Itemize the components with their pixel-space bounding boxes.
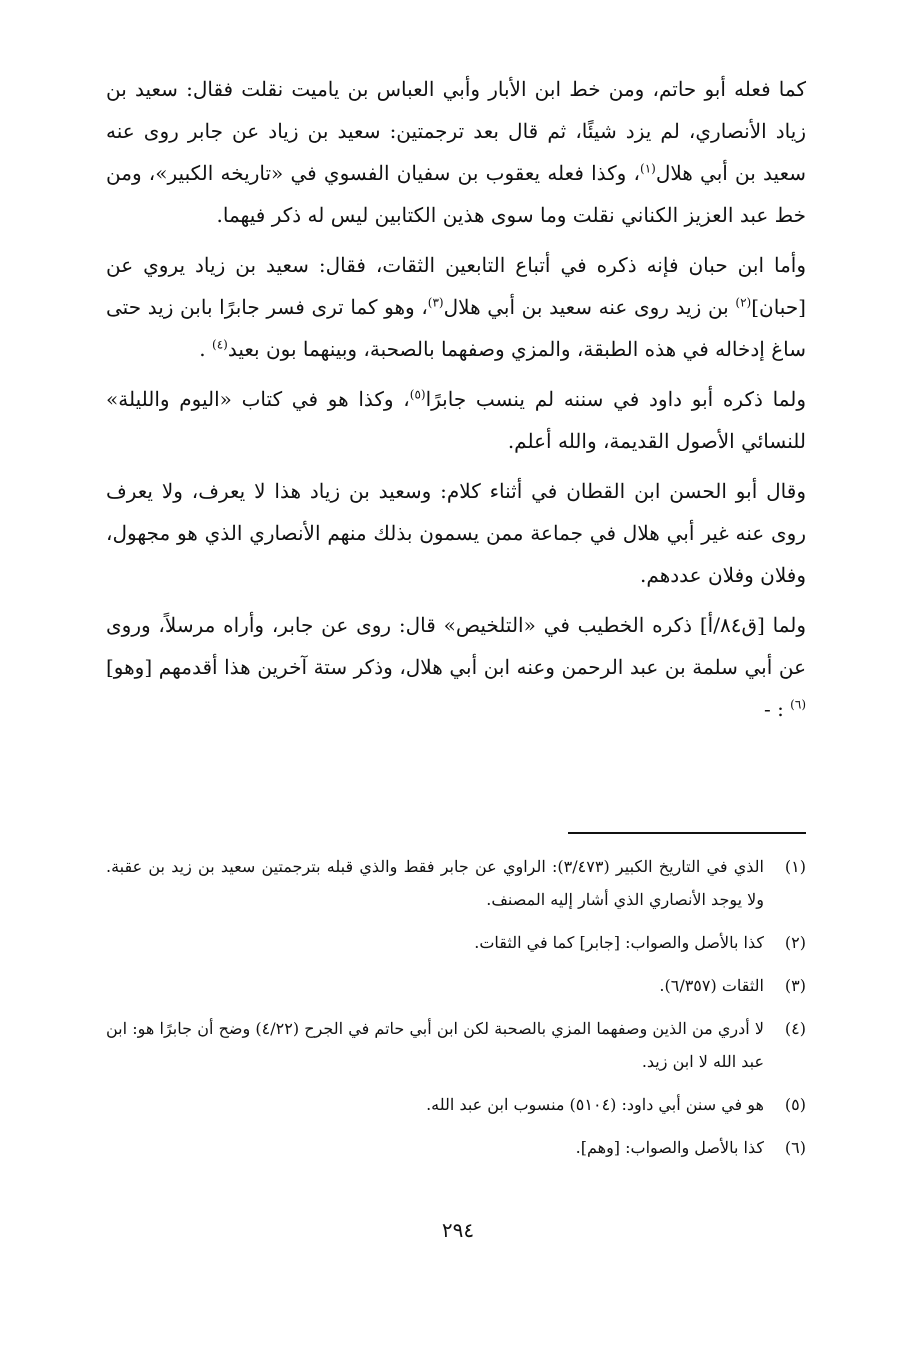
footnote-2 (106, 926, 806, 959)
footnote-ref-2: (٢) (735, 295, 752, 310)
paragraph-text: : - (763, 697, 791, 721)
paragraph-5 (106, 604, 806, 730)
paragraph-text: ، وكذا فعله يعقوب بن سفيان الفسوي في «تاريخه الكبير»، ومن خط عبد العزيز الكناني نقلت وما سوى هذين الكتابين ليس له ذكر فيهما. (106, 161, 806, 227)
footnote-4 (106, 1012, 806, 1078)
footnote-6 (106, 1131, 806, 1164)
paragraph-3 (106, 378, 806, 462)
footnote-text: كذا بالأصل والصواب: [جابر] كما في الثقات. (474, 933, 764, 952)
footnote-number: (٣) (784, 976, 806, 995)
footnote-1 (106, 850, 806, 916)
paragraph-4 (106, 470, 806, 596)
paragraph-text: كما فعله أبو حاتم، ومن خط ابن الأبار وأبي العباس بن ياميت نقلت فقال: سعيد بن زياد الأنصاري، لم يزد شيئًا، ثم قال بعد ترجمتين: سعيد بن زياد عن جابر روى عنه سعيد بن أبي هلال (106, 77, 806, 185)
footnote-ref-1: (١) (640, 161, 656, 176)
footnotes (106, 850, 806, 1174)
paragraph-text: ، وكذا هو في كتاب «اليوم والليلة» للنسائي الأصول القديمة، والله أعلم. (106, 387, 806, 453)
footnote-separator (568, 832, 806, 834)
page-number: ٢٩٤ (441, 1218, 475, 1242)
footnote-text: لا أدري من الذين وصفهما المزي بالصحبة لكن ابن أبي حاتم في الجرح (٤/٢٢) وضح أن جابرًا هو: ابن عبد الله لا ابن زيد. (106, 1019, 765, 1071)
footnote-ref-5: (٥) (409, 387, 426, 402)
paragraph-text: ولما [ق٨٤/أ] ذكره الخطيب في «التلخيص» قال: روى عن جابر، وأراه مرسلاً، وروى عن أبي سلمة بن عبد الرحمن وعنه ابن أبي هلال، وذكر ستة آخرين هذا أقدمهم [وهو] (106, 613, 806, 679)
footnote-number: (٦) (784, 1138, 806, 1157)
footnote-3 (106, 969, 806, 1002)
paragraph-text: وأما ابن حبان فإنه ذكره في أتباع التابعين الثقات، فقال: سعيد بن زياد يروي عن [حبان] (106, 253, 806, 319)
paragraph-text: وقال أبو الحسن ابن القطان في أثناء كلام: وسعيد بن زياد هذا لا يعرف، ولا يعرف روى عنه غير أبي هلال في جماعة ممن يسمون بذلك منهم الأنصاري الذي هو مجهول، وفلان وفلان عددهم. (106, 479, 806, 587)
paragraph-text: ولما ذكره أبو داود في سننه لم ينسب جابرًا (425, 387, 807, 411)
paragraph-text: بن زيد روى عنه سعيد بن أبي هلال (443, 295, 736, 319)
footnote-text: هو في سنن أبي داود: (٥١٠٤) منسوب ابن عبد الله. (426, 1095, 764, 1114)
main-text (106, 68, 806, 738)
footnote-text: كذا بالأصل والصواب: [وهم]. (575, 1138, 764, 1157)
footnote-ref-6: (٦) (790, 697, 806, 712)
footnote-ref-3: (٣) (427, 295, 444, 310)
footnote-number: (١) (784, 857, 806, 876)
footnote-number: (٥) (784, 1095, 806, 1114)
paragraph-text: . (199, 337, 213, 361)
footnote-number: (٢) (784, 933, 806, 952)
paragraph-2 (106, 244, 806, 370)
footnote-number: (٤) (784, 1019, 806, 1038)
footnote-5 (106, 1088, 806, 1121)
paragraph-1 (106, 68, 806, 236)
footnote-text: الذي في التاريخ الكبير (٣/٤٧٣): الراوي عن جابر فقط والذي قبله بترجمتين سعيد بن زيد بن عقبة. ولا يوجد الأنصاري الذي أشار إليه المصنف. (106, 857, 764, 909)
footnote-ref-4: (٤) (212, 337, 228, 352)
paragraph-text: ، وهو كما ترى فسر جابرًا بابن زيد حتى ساغ إدخاله في هذه الطبقة، والمزي وصفهما بالصحبة، وبينهما بون بعيد (106, 295, 806, 361)
footnote-text: الثقات (٦/٣٥٧). (659, 976, 764, 995)
